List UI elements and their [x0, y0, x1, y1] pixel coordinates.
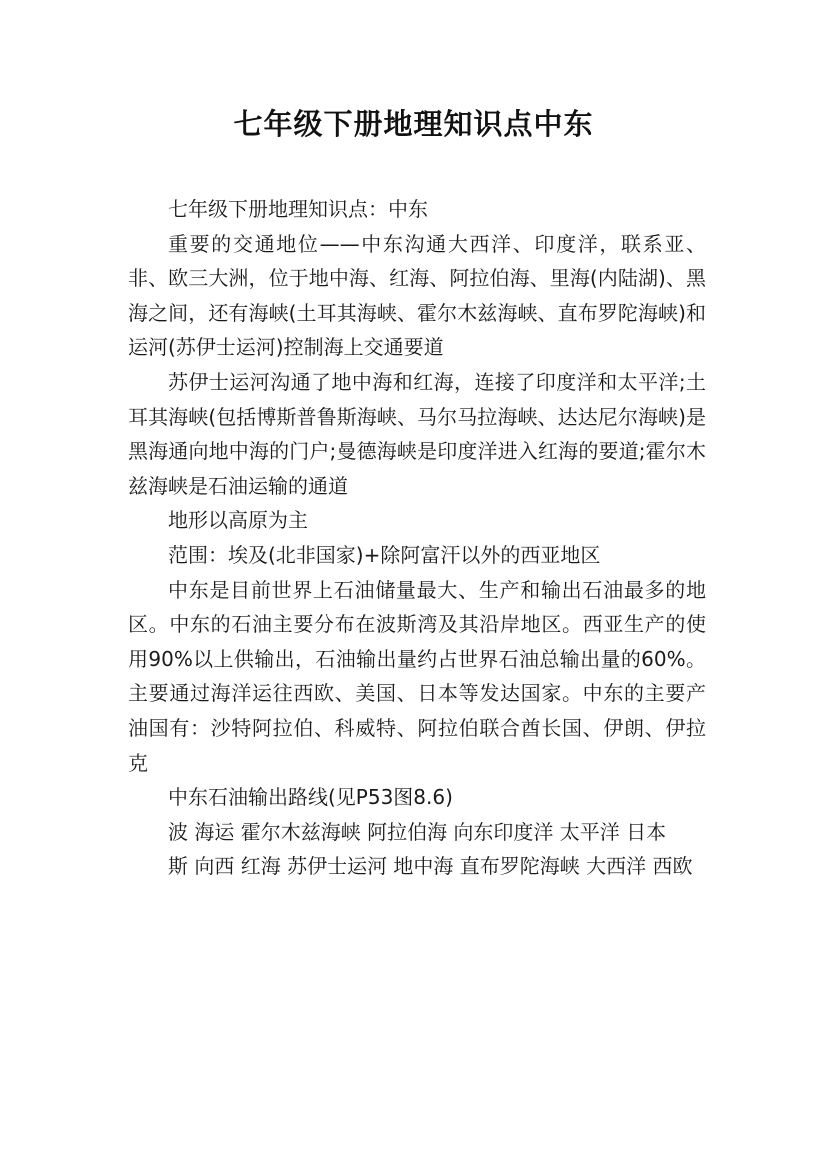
paragraph-route-east: 波 海运 霍尔木兹海峡 阿拉伯海 向东印度洋 太平洋 日本: [168, 819, 667, 844]
paragraph-route-west: 斯 向西 红海 苏伊士运河 地中海 直布罗陀海峡 大西洋 西欧: [168, 854, 693, 879]
paragraph-heading: 七年级下册地理知识点：中东: [168, 197, 428, 221]
paragraph-straits: 苏伊士运河沟通了地中海和红海，连接了印度洋和太平洋;土耳其海峡(包括博斯普鲁斯海峡、马尔马拉海峡、达达尼尔海峡)是黑海通向地中海的门户;曼德海峡是印度洋进入红海的要道;霍尔木兹海峡是石油运输的通道: [128, 369, 706, 498]
paragraph-transport: 重要的交通地位——中东沟通大西洋、印度洋，联系亚、非、欧三大洲，位于地中海、红海、阿拉伯海、里海(内陆湖)、黑海之间，还有海峡(土耳其海峡、霍尔木兹海峡、直布罗陀海峡)和运河(苏伊士运河)控制海上交通要道: [128, 231, 706, 360]
paragraph-terrain: 地形以高原为主: [168, 508, 308, 533]
paragraph-scope: 范围：埃及(北非国家)+除阿富汗以外的西亚地区: [168, 542, 601, 567]
document-body: [128, 192, 706, 884]
document-title: 七年级下册地理知识点中东: [233, 107, 594, 141]
paragraph-oil-route-title: 中东石油输出路线(见P53图8.6): [168, 785, 453, 810]
paragraph-oil: 中东是目前世界上石油储量最大、生产和输出石油最多的地区。中东的石油主要分布在波斯湾及其沿岸地区。西亚生产的使用90%以上供输出，石油输出量约占世界石油总输出量的60%。主要通过海洋运往西欧、美国、日本等发达国家。中东的主要产油国有：沙特阿拉伯、科威特、阿拉伯联合酋长国、伊朗、伊拉克: [128, 577, 706, 775]
